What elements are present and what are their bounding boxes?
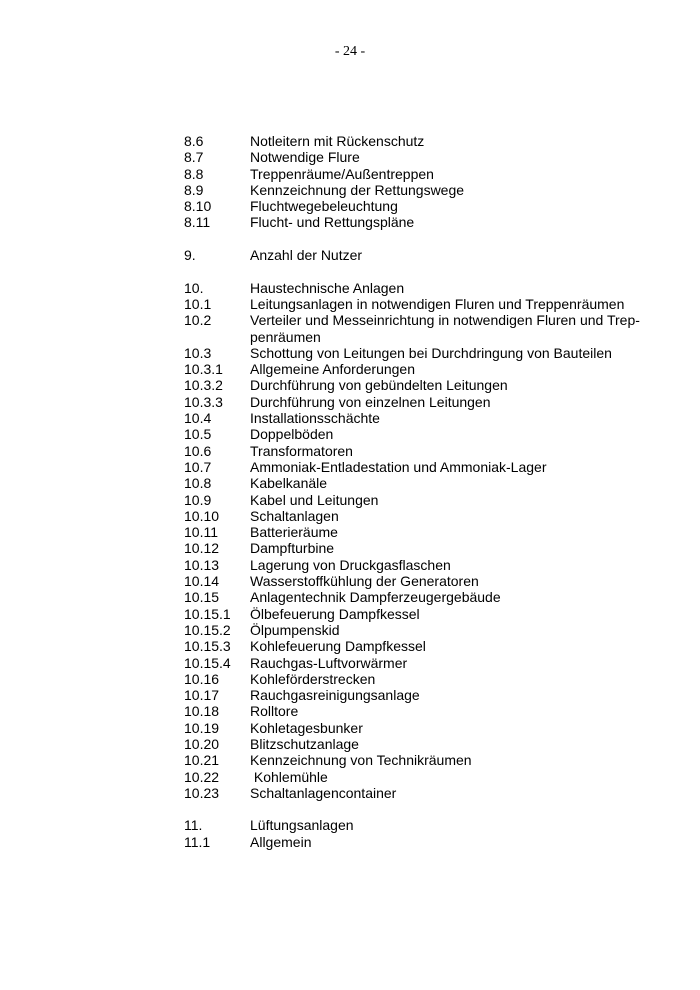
toc-entry-title: Lagerung von Druckgasflaschen: [250, 556, 451, 573]
table-of-contents: [184, 133, 654, 850]
toc-entry-number: 10.6: [184, 442, 212, 459]
toc-entry-title: Kohlemühle: [250, 768, 328, 785]
toc-entry-number: 10.19: [184, 719, 220, 736]
toc-entry-number: 10.17: [184, 687, 220, 704]
toc-entry-number: 10.15.2: [184, 621, 231, 638]
toc-entry-number: 10.1: [184, 295, 212, 312]
toc-entry-title: Anzahl der Nutzer: [250, 247, 363, 264]
toc-entry-number: 10.3.2: [184, 377, 223, 394]
toc-entry: [184, 166, 654, 182]
toc-entry-title: Durchführung von gebündelten Leitungen: [250, 377, 508, 394]
toc-entry-title: Kabel und Leitungen: [250, 491, 379, 508]
toc-entry: [184, 410, 654, 426]
toc-entry-number: 10.4: [184, 410, 212, 427]
toc-entry: [184, 573, 654, 589]
toc-entry: [184, 655, 654, 671]
toc-entry: [184, 622, 654, 638]
toc-entry-title: Ammoniak-Entladestation und Ammoniak-Lager: [250, 458, 547, 475]
toc-entry-title: Rolltore: [250, 703, 299, 720]
toc-entry-title: Allgemein: [250, 833, 312, 850]
toc-entry-title: Schaltanlagencontainer: [250, 784, 397, 801]
toc-entry-number: 10.9: [184, 491, 212, 508]
toc-entry: [184, 459, 654, 475]
toc-entry-number: 10.20: [184, 735, 220, 752]
toc-entry-title: Schaltanlagen: [250, 507, 339, 524]
toc-entry-number: 10.8: [184, 475, 212, 492]
toc-entry-number: 8.8: [184, 165, 204, 182]
toc-entry-title: Leitungsanlagen in notwendigen Fluren und Treppenräumen: [250, 295, 625, 312]
toc-entry-title: Transformatoren: [250, 442, 353, 459]
toc-entry-title: Anlagentechnik Dampferzeugergebäude: [250, 589, 501, 606]
toc-entry-number: 10.11: [184, 524, 218, 541]
toc-entry-title: Ölbefeuerung Dampfkessel: [250, 605, 420, 622]
toc-entry: [184, 687, 654, 703]
toc-entry-number: 9.: [184, 247, 196, 264]
toc-entry-title: Installationsschächte: [250, 410, 380, 427]
toc-entry-number: 10.3: [184, 344, 212, 361]
toc-entry-title: Kennzeichnung der Rettungswege: [250, 181, 465, 198]
toc-entry-number: 8.7: [184, 149, 204, 166]
toc-entry: [184, 769, 654, 785]
toc-entry: [184, 736, 654, 752]
toc-entry-number: 11.: [184, 817, 203, 834]
toc-entry-title: Haustechnische Anlagen: [250, 279, 405, 296]
toc-entry: [184, 426, 654, 442]
toc-entry-number: 8.10: [184, 198, 212, 215]
toc-entry-title: Allgemeine Anforderungen: [250, 361, 416, 378]
toc-entry: [184, 296, 654, 312]
toc-entry: [184, 312, 654, 345]
toc-entry-number: 8.6: [184, 133, 204, 149]
toc-entry-number: 10.21: [184, 752, 220, 769]
toc-entry-title: Notwendige Flure: [250, 149, 360, 166]
toc-entry: [184, 198, 654, 214]
toc-entry-number: 10.10: [184, 507, 220, 524]
toc-entry: [184, 589, 654, 605]
toc-entry-title: Batterieräume: [250, 524, 338, 541]
toc-entry: [184, 133, 654, 149]
toc-entry: [184, 557, 654, 573]
toc-entry: [184, 606, 654, 622]
toc-entry-title: Fluchtwegebeleuchtung: [250, 198, 398, 215]
toc-entry: [184, 524, 654, 540]
toc-entry: [184, 492, 654, 508]
toc-entry-number: 10.18: [184, 703, 220, 720]
toc-entry-number: 10.22: [184, 768, 220, 785]
toc-entry-number: 10.15.1: [184, 605, 231, 622]
toc-entry-number: 10.14: [184, 573, 220, 590]
toc-entry: [184, 182, 654, 198]
toc-entry-title: Treppenräume/Außentreppen: [250, 165, 434, 182]
toc-entry-number: 10.15.3: [184, 638, 231, 655]
toc-entry-number: 10.2: [184, 312, 212, 329]
toc-entry-number: 8.9: [184, 181, 204, 198]
toc-entry-number: 10.16: [184, 670, 220, 687]
toc-entry-title: Doppelböden: [250, 426, 334, 443]
toc-entry-title: Ölpumpenskid: [250, 621, 340, 638]
toc-entry: [184, 377, 654, 393]
toc-entry-number: 10.7: [184, 458, 212, 475]
toc-entry: [184, 720, 654, 736]
toc-entry: [184, 540, 654, 556]
toc-entry-number: 10.3.3: [184, 393, 223, 410]
toc-entry-number: 10.23: [184, 784, 220, 801]
toc-entry: [184, 671, 654, 687]
toc-entry-title: Wasserstoffkühlung der Generatoren: [250, 573, 479, 590]
toc-entry: [184, 149, 654, 165]
toc-entry-title: Blitzschutzanlage: [250, 735, 359, 752]
toc-entry: [184, 817, 654, 833]
page-number: - 24 -: [334, 44, 366, 59]
toc-entry-title: Verteiler und Messeinrichtung in notwendigen Fluren und Trep- penräumen: [250, 312, 640, 345]
toc-entry: [184, 280, 654, 296]
toc-entry-title: Flucht- und Rettungspläne: [250, 214, 415, 231]
toc-entry: [184, 475, 654, 491]
toc-entry: [184, 508, 654, 524]
toc-entry-number: 10.15.4: [184, 654, 231, 671]
toc-entry-number: 8.11: [184, 214, 211, 231]
toc-entry: [184, 361, 654, 377]
toc-entry-title: Lüftungsanlagen: [250, 817, 354, 834]
toc-entry-title: Notleitern mit Rückenschutz: [250, 133, 425, 149]
toc-entry-title: Durchführung von einzelnen Leitungen: [250, 393, 491, 410]
toc-entry-title: Kabelkanäle: [250, 475, 328, 492]
toc-entry-title: Kohletagesbunker: [250, 719, 363, 736]
toc-entry: [184, 834, 654, 850]
toc-entry-title: Kennzeichnung von Technikräumen: [250, 752, 472, 769]
toc-entry: [184, 638, 654, 654]
toc-entry-number: 10.: [184, 279, 204, 296]
toc-entry-title: Rauchgasreinigungsanlage: [250, 687, 420, 704]
toc-entry-number: 10.13: [184, 556, 220, 573]
toc-entry-number: 10.3.1: [184, 361, 223, 378]
toc-entry: [184, 345, 654, 361]
toc-entry-title: Schottung von Leitungen bei Durchdringung von Bauteilen: [250, 344, 612, 361]
toc-entry-number: 11.1: [184, 833, 211, 850]
toc-entry: [184, 785, 654, 801]
toc-entry: [184, 443, 654, 459]
toc-entry: [184, 214, 654, 230]
toc-entry: [184, 394, 654, 410]
toc-entry-number: 10.15: [184, 589, 220, 606]
toc-entry: [184, 752, 654, 768]
toc-entry: [184, 247, 654, 263]
toc-entry-title: Rauchgas-Luftvorwärmer: [250, 654, 408, 671]
toc-entry: [184, 703, 654, 719]
toc-entry-number: 10.12: [184, 540, 220, 557]
toc-entry-title: Dampfturbine: [250, 540, 335, 557]
toc-entry-title: Kohlefeuerung Dampfkessel: [250, 638, 426, 655]
toc-entry-title: Kohleförderstrecken: [250, 670, 376, 687]
toc-entry-number: 10.5: [184, 426, 212, 443]
